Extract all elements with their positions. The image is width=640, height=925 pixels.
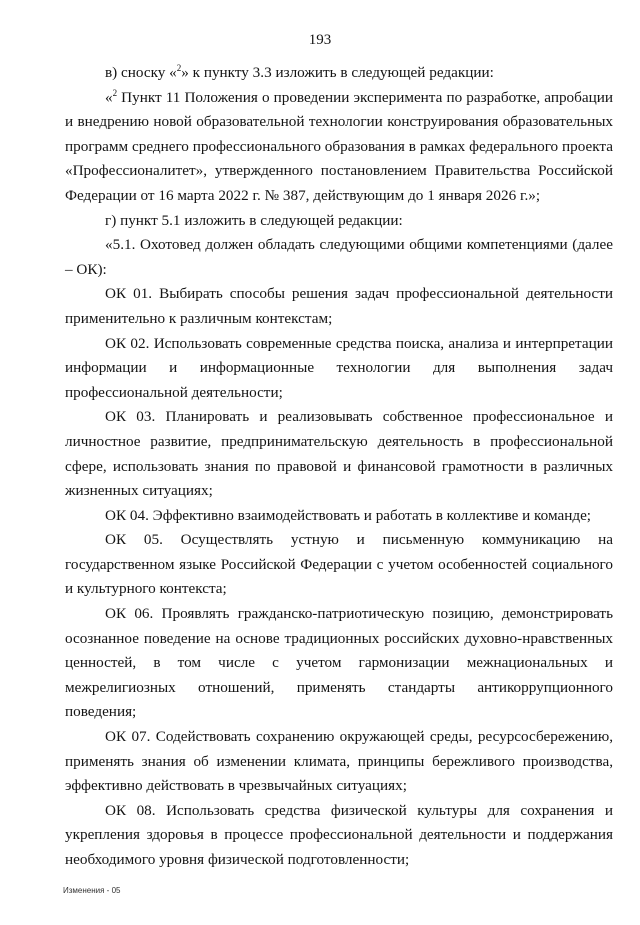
paragraph-ok-04: ОК 04. Эффективно взаимодействовать и работать в коллективе и команде; xyxy=(105,506,592,524)
paragraph-clause-instruction: г) пункт 5.1 изложить в следующей редакции: xyxy=(105,211,403,229)
footnote-marker: 2 xyxy=(176,62,182,73)
paragraph-ok-08: ОК 08. Использовать средства физической культуры для сохранения и укрепления здоровья в процессе профессиональной деятельности и поддержания необходимого уровня физической подготовленности; xyxy=(65,801,613,868)
text-fragment: в) сноску « xyxy=(105,64,177,81)
paragraph-ok-02: ОК 02. Использовать современные средства поиска, анализа и интерпретации информации и информационные технологии для выполнения задач профессиональной деятельности; xyxy=(65,334,613,401)
paragraph-ok-03: ОК 03. Планировать и реализовывать собственное профессиональное и личностное развитие, предпринимательскую деятельность в профессиональной сфере, использовать знания по правовой и финансовой грамотности в различных жизненных ситуациях; xyxy=(65,408,613,500)
footer-revision-note: Изменения - 05 xyxy=(63,886,121,895)
text-fragment: Пункт 11 Положения о проведении эксперимента по разработке, апробации и внедрению новой образовательной технологии конструирования образовательных программ среднего профессионального образования в рамках федерального проекта «Профессионалитет», утвержденного постановлением Правительства Российской Федерации от 16 марта 2022 г. № 387, действующим до 1 января 2026 г.»; xyxy=(65,88,613,204)
document-body xyxy=(65,61,613,873)
paragraph-clause-5-1: «5.1. Охотовед должен обладать следующими общими компетенциями (далее – ОК): xyxy=(65,236,613,278)
paragraph-ok-05: ОК 05. Осуществлять устную и письменную коммуникацию на государственном языке Российской Федерации с учетом особенностей социального и культурного контекста; xyxy=(65,531,613,598)
paragraph-footnote-text xyxy=(65,86,613,209)
text-fragment: » к пункту 3.3 изложить в следующей редакции: xyxy=(181,64,494,81)
text-fragment: « xyxy=(105,88,113,106)
paragraph-footnote-instruction xyxy=(65,61,613,86)
paragraph-ok-07: ОК 07. Содействовать сохранению окружающей среды, ресурсосбережению, применять знания об изменении климата, принципы бережливого производства, эффективно действовать в чрезвычайных ситуациях; xyxy=(65,728,613,795)
page-number: 193 xyxy=(308,32,332,48)
paragraph-ok-06: ОК 06. Проявлять гражданско-патриотическую позицию, демонстрировать осознанное поведение на основе традиционных российских духовно-нравственных ценностей, в том числе с учетом гармонизации межнациональных и межрелигиозных отношений, применять стандарты антикоррупционного поведения; xyxy=(65,605,613,721)
paragraph-ok-01: ОК 01. Выбирать способы решения задач профессиональной деятельности применительно к различным контекстам; xyxy=(65,285,613,327)
footnote-marker: 2 xyxy=(112,87,118,98)
